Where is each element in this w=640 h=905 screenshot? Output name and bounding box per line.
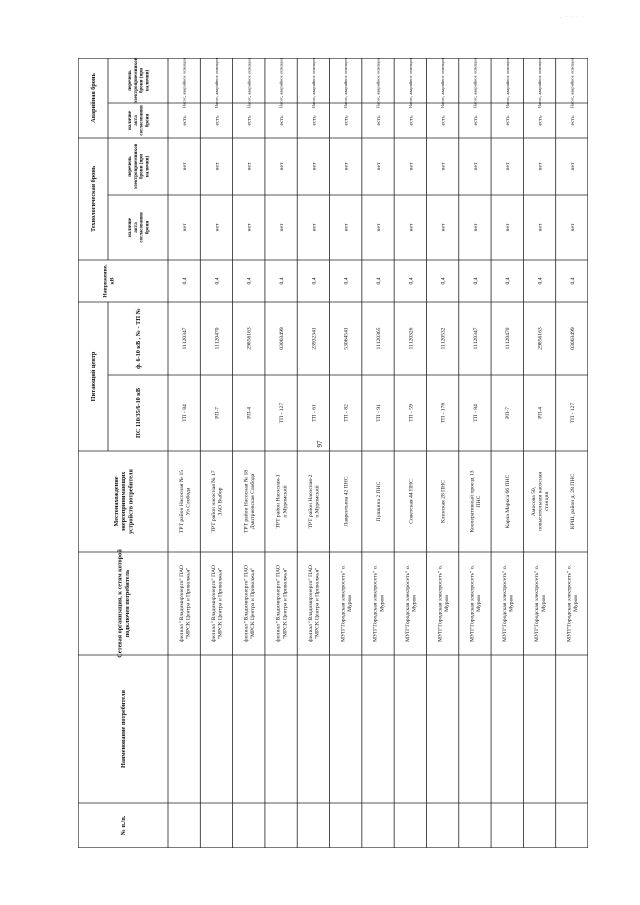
- cell-em-act-group: [505, 115, 511, 126]
- header-emergency-reserve-group: [90, 73, 97, 123]
- cell-tech-list-group: [473, 162, 479, 170]
- cell-voltage-group: [441, 277, 447, 284]
- cell-em-act: есть: [214, 115, 221, 126]
- cell-em-list: Насос, аварийное освещение.: [278, 58, 284, 109]
- cell-location-group: [531, 472, 550, 531]
- cell-network-group: [373, 564, 386, 642]
- cell-location: ТРТ район Насосная № 15Ул Слобода: [178, 469, 192, 534]
- cell-network: филиал "Владимирэнерго" ПАО"МРСК Центра и Приволжья": [211, 565, 224, 642]
- scan-mark: . · · · ·: [560, 14, 585, 20]
- cell-location: Амосова 50,повысительная насоснаястанция: [530, 472, 551, 531]
- cell-ps-group: [214, 407, 220, 419]
- cell-em-list-group: [537, 58, 543, 108]
- cell-ps-group: [279, 403, 285, 424]
- cell-em-list-group: [343, 58, 349, 108]
- cell-em-act: есть: [408, 115, 415, 126]
- header-tech-act: наличиеактасогласованияброни: [127, 212, 151, 243]
- cell-em-list: Насос, аварийное освещение.: [440, 58, 446, 109]
- cell-network-group: [275, 565, 289, 642]
- cell-feeder-group: [247, 327, 253, 350]
- cell-em-act-group: [311, 115, 317, 126]
- cell-network: МУП"Городская электросеть" о.Муром: [404, 564, 418, 643]
- cell-network: МУП"Городская электросеть" о.Муром: [566, 564, 580, 643]
- cell-em-list-group: [408, 58, 414, 108]
- cell-location: ТРТ район насосная № 17ЗАО Выбор: [211, 470, 224, 533]
- cell-tech-act: нет: [279, 223, 286, 232]
- cell-em-list: Насос, аварийное освещение.: [537, 58, 543, 109]
- cell-voltage-group: [537, 277, 543, 284]
- cell-em-act-group: [537, 115, 543, 126]
- cell-tech-list: нет: [311, 162, 318, 171]
- cell-ps: ТП - 84: [182, 404, 189, 422]
- header-location: Местонахождениеэнергопринимающихустройств потребителя: [112, 469, 135, 534]
- header-feeder: ф. 6-10 кВ , № - ТП №: [135, 308, 143, 369]
- cell-network-group: [405, 564, 418, 642]
- cell-tech-list: нет: [505, 162, 512, 171]
- cell-tech-act: нет: [311, 223, 318, 232]
- header-em-list: переченьэлектроприемниковброни (приналичии): [127, 58, 151, 104]
- header-emergency-reserve: Аварийная бронь: [90, 73, 98, 123]
- header-ps: ПС 110/35/6-10 кВ: [135, 388, 143, 438]
- cell-tech-list: нет: [375, 162, 382, 171]
- header-voltage-group: [103, 264, 116, 298]
- cell-tech-list-group: [376, 162, 382, 170]
- cell-tech-act: нет: [569, 223, 576, 232]
- cell-ps-group: [311, 404, 317, 422]
- cell-location-group: [242, 470, 256, 533]
- cell-network-group: [437, 564, 450, 642]
- cell-ps: ТП - 59: [408, 404, 415, 422]
- cell-tech-list: нет: [472, 162, 479, 171]
- header-ps-group: [135, 388, 142, 438]
- cell-tech-act: нет: [408, 223, 415, 232]
- cell-feeder-group: [344, 327, 350, 350]
- cell-tech-act-group: [214, 223, 220, 231]
- cell-em-list-group: [279, 58, 285, 108]
- cell-location: Карла Маркса 66 ПНС: [505, 474, 512, 529]
- cell-feeder: 11120532: [440, 327, 447, 350]
- cell-network-group: [307, 565, 321, 642]
- cell-ps: ТП - 127: [279, 402, 286, 424]
- cell-em-list-group: [246, 58, 252, 108]
- cell-network: филиал "Владимирэнерго" ПАО"МРСК Центра и Приволжья": [243, 565, 257, 642]
- cell-location: КРШ, район д. 28 ПНС: [569, 473, 576, 530]
- cell-network: МУП"Городская электросеть" о.Муром: [340, 564, 353, 643]
- cell-ps: РП-7: [505, 407, 512, 419]
- cell-ps-group: [182, 404, 188, 422]
- cell-feeder: 53064541: [343, 327, 350, 350]
- cell-location: Клинская 28 ПНС: [440, 480, 447, 523]
- cell-voltage-group: [247, 277, 253, 284]
- cell-em-act: есть: [343, 115, 350, 126]
- cell-network: МУП"Городская электросеть" о.Муром: [534, 564, 547, 643]
- cell-ps-group: [473, 404, 479, 422]
- cell-tech-list: нет: [408, 162, 415, 171]
- cell-network: МУП"Городская электросеть" о.Муром: [372, 564, 386, 643]
- cell-tech-act-group: [537, 223, 543, 231]
- cell-tech-list-group: [505, 162, 511, 170]
- cell-location-group: [344, 476, 350, 526]
- cell-network: МУП"Городская электросеть" о.Муром: [469, 564, 483, 643]
- cell-ps-group: [247, 407, 253, 419]
- cell-ps-group: [537, 407, 543, 419]
- cell-location-group: [178, 470, 192, 533]
- cell-feeder: 11120470: [214, 327, 221, 350]
- cell-voltage-group: [376, 277, 382, 284]
- cell-feeder: 03003499: [569, 327, 576, 350]
- cell-location-group: [569, 474, 576, 529]
- cell-ps: РП-4: [246, 407, 253, 419]
- cell-em-act: есть: [279, 115, 286, 126]
- cell-em-list: Насос, аварийное освещение.: [569, 58, 575, 109]
- cell-tech-list: нет: [182, 162, 189, 171]
- cell-tech-act-group: [376, 223, 382, 231]
- cell-location: ТРТ район Насосная-2п.Муромский: [308, 474, 321, 529]
- cell-voltage: 0,4: [311, 277, 318, 285]
- cell-network: филиал "Владимирэнерго" ПАО"МРСК Центра и Приволжья": [178, 565, 192, 642]
- cell-feeder-group: [505, 327, 511, 349]
- cell-feeder: 29856163: [537, 327, 544, 350]
- cell-location: Советская 44 ПНС: [408, 479, 415, 524]
- cell-location-group: [408, 479, 414, 524]
- cell-tech-list-group: [344, 162, 350, 170]
- header-consumer-name: Наименование потребителя: [120, 690, 128, 768]
- cell-em-list-group: [182, 58, 188, 108]
- cell-tech-act: нет: [214, 223, 221, 232]
- cell-network: МУП"Городская электросеть" о.Муром: [501, 564, 515, 643]
- cell-feeder: 11120365: [375, 327, 382, 350]
- cell-em-act-group: [441, 115, 447, 126]
- cell-tech-act-group: [247, 223, 253, 231]
- cell-network-group: [178, 565, 192, 642]
- cell-em-list: Насос, аварийное освещение.: [181, 58, 187, 109]
- cell-feeder-group: [473, 327, 479, 349]
- cell-tech-act: нет: [472, 223, 479, 232]
- cell-em-list: Насос, аварийное освещение.: [310, 58, 316, 109]
- cell-feeder: 03003499: [279, 327, 286, 350]
- cell-ps: ТП - 82: [343, 404, 350, 422]
- cell-tech-act-group: [279, 223, 285, 231]
- cell-ps-group: [505, 407, 511, 419]
- cell-voltage: 0,4: [246, 277, 253, 285]
- cell-location: Лаврентьева 42 ПНС: [343, 476, 350, 527]
- header-consumer-name-group: [120, 689, 127, 768]
- cell-network: филиал "Владимирэнерго" ПАО"МРСК Центра и Приволжья": [275, 565, 289, 642]
- cell-ps: РП-7: [214, 407, 221, 419]
- cell-voltage-group: [505, 277, 511, 284]
- rotated-reserve-table: [78, 58, 588, 848]
- cell-tech-list: нет: [343, 162, 350, 171]
- cell-location-group: [376, 481, 382, 521]
- cell-location-group: [307, 474, 321, 528]
- cell-tech-list-group: [182, 162, 188, 170]
- cell-voltage-group: [311, 277, 317, 284]
- cell-tech-act: нет: [505, 223, 512, 232]
- cell-location-group: [441, 480, 447, 523]
- cell-tech-act: нет: [246, 223, 253, 232]
- header-network-org: Сетевая организация, к сетям которойподключен потребитель: [116, 549, 131, 658]
- cell-em-list: Насос, аварийное освещение.: [214, 58, 220, 109]
- cell-voltage: 0,4: [537, 277, 544, 285]
- cell-em-act: есть: [440, 115, 447, 126]
- cell-feeder-group: [376, 327, 382, 349]
- cell-network-group: [534, 564, 547, 642]
- cell-tech-act: нет: [537, 223, 544, 232]
- cell-em-list: Насос, аварийное освещение.: [343, 58, 349, 109]
- cell-em-list-group: [214, 58, 220, 108]
- cell-em-act-group: [279, 115, 285, 126]
- cell-tech-act-group: [344, 223, 350, 231]
- cell-ps: ТП - 176: [440, 402, 447, 424]
- cell-voltage: 0,4: [214, 277, 221, 285]
- cell-em-list: Насос, аварийное освещение.: [472, 58, 478, 109]
- cell-em-act-group: [182, 115, 188, 126]
- cell-voltage-group: [279, 277, 285, 284]
- cell-em-list-group: [505, 58, 511, 108]
- cell-em-act-group: [247, 115, 253, 126]
- cell-em-list-group: [311, 58, 317, 108]
- cell-voltage-group: [570, 277, 576, 284]
- cell-em-act-group: [570, 115, 576, 126]
- cell-feeder-group: [537, 327, 543, 350]
- cell-tech-list: нет: [537, 162, 544, 171]
- cell-tech-act: нет: [375, 223, 382, 232]
- cell-ps: ТП - 127: [569, 402, 576, 424]
- cell-tech-list: нет: [279, 162, 286, 171]
- cell-location-group: [469, 470, 483, 532]
- header-num: № п./п.: [120, 815, 128, 836]
- cell-network: филиал "Владимирэнерго" ПАО"МРСК Центра и Приволжья": [308, 565, 321, 642]
- cell-ps-group: [344, 404, 350, 422]
- header-supply-center: Питающий центр: [90, 351, 98, 402]
- cell-em-list: Насос, аварийное освещение.: [246, 58, 252, 109]
- cell-em-act: есть: [246, 115, 253, 126]
- header-em-list-group: [128, 58, 151, 103]
- cell-location: ТРТ район Насосная-1п.Муромский: [275, 474, 289, 529]
- cell-ps: РП-4: [537, 407, 544, 419]
- cell-tech-act-group: [182, 223, 188, 231]
- cell-tech-list: нет: [440, 162, 447, 171]
- cell-em-act-group: [214, 115, 220, 126]
- cell-tech-act-group: [570, 223, 576, 231]
- table-canvas: [78, 58, 588, 848]
- cell-network-group: [210, 565, 224, 642]
- cell-em-act: есть: [569, 115, 576, 126]
- header-tech-act-group: [128, 212, 151, 243]
- cell-feeder: 11120347: [182, 327, 189, 350]
- cell-em-act: есть: [472, 115, 479, 126]
- cell-tech-list: нет: [569, 162, 576, 171]
- cell-feeder-group: [214, 327, 220, 349]
- cell-voltage-group: [344, 277, 350, 284]
- cell-voltage: 0,4: [472, 277, 479, 285]
- cell-network-group: [567, 564, 580, 642]
- cell-feeder: 11120326: [408, 327, 415, 350]
- header-tech-reserve-group: [90, 165, 97, 232]
- cell-ps: ТП - 91: [375, 404, 382, 422]
- cell-tech-act: нет: [440, 223, 447, 232]
- cell-location: Кооперативный проезд 13ПНС: [469, 470, 483, 533]
- cell-tech-list-group: [408, 162, 414, 170]
- header-feeder-group: [135, 308, 142, 369]
- cell-tech-list-group: [570, 162, 576, 170]
- cell-feeder-group: [408, 327, 414, 349]
- cell-network-group: [502, 564, 515, 642]
- cell-tech-act-group: [505, 223, 511, 231]
- cell-location-group: [275, 474, 289, 528]
- cell-tech-act: нет: [182, 223, 189, 232]
- header-voltage: Напряжение,кВ: [102, 264, 116, 298]
- header-supply-center-group: [90, 351, 97, 401]
- cell-feeder: 11120470: [505, 327, 512, 350]
- cell-tech-act-group: [473, 223, 479, 231]
- cell-tech-list-group: [537, 162, 543, 170]
- cell-location-group: [210, 470, 224, 532]
- cell-voltage: 0,4: [343, 277, 350, 285]
- cell-em-act-group: [408, 115, 414, 126]
- table-border: [78, 58, 588, 848]
- cell-ps-group: [570, 403, 576, 424]
- header-network-org-group: [117, 549, 131, 658]
- cell-tech-list-group: [311, 162, 317, 170]
- cell-feeder: 29856163: [246, 327, 253, 350]
- cell-ps: ТП - 84: [472, 404, 479, 422]
- cell-em-act-group: [376, 115, 382, 126]
- cell-voltage-group: [182, 277, 188, 284]
- cell-em-list: Насос, аварийное освещение.: [504, 58, 510, 109]
- cell-ps: ТП - 61: [311, 404, 318, 422]
- cell-feeder-group: [182, 327, 188, 349]
- cell-network-group: [470, 564, 483, 642]
- cell-em-act: есть: [537, 115, 544, 126]
- cell-network: МУП"Городская электросеть" о.Муром: [437, 564, 450, 643]
- cell-em-act-group: [473, 115, 479, 126]
- cell-feeder-group: [441, 327, 447, 349]
- cell-tech-list-group: [214, 162, 220, 170]
- cell-location: ТРТ район Насосная № 18Дмитриевская Слобода: [243, 469, 257, 534]
- header-tech-reserve: Технологическая бронь: [90, 165, 98, 233]
- cell-ps-group: [408, 404, 414, 422]
- cell-feeder: 23932341: [311, 327, 318, 350]
- cell-ps-group: [441, 403, 447, 424]
- cell-em-act-group: [344, 115, 350, 126]
- header-location-group: [113, 469, 135, 534]
- cell-em-act: есть: [375, 115, 382, 126]
- cell-tech-act-group: [311, 223, 317, 231]
- cell-network-group: [242, 565, 256, 642]
- cell-voltage-group: [408, 277, 414, 284]
- cell-em-act: есть: [505, 115, 512, 126]
- cell-em-list-group: [472, 58, 478, 108]
- cell-voltage: 0,4: [505, 277, 512, 285]
- header-em-act-group: [128, 105, 151, 136]
- cell-tech-list-group: [441, 162, 447, 170]
- cell-voltage: 0,4: [182, 277, 189, 285]
- cell-voltage-group: [473, 277, 479, 284]
- header-tech-list-group: [128, 143, 151, 189]
- cell-tech-act: нет: [343, 223, 350, 232]
- cell-feeder-group: [279, 327, 285, 350]
- cell-network-group: [340, 564, 353, 642]
- cell-feeder: 11120347: [472, 327, 479, 350]
- header-tech-list: переченьэлектроприемниковброни (приналичии): [127, 143, 151, 190]
- cell-voltage: 0,4: [408, 277, 415, 285]
- cell-em-list: Насос, аварийное освещение.: [407, 58, 413, 109]
- header-num-group: [120, 815, 127, 835]
- cell-em-act: есть: [182, 115, 189, 126]
- cell-voltage-group: [214, 277, 220, 284]
- cell-em-act: есть: [311, 115, 318, 126]
- cell-voltage: 0,4: [375, 277, 382, 285]
- cell-tech-list-group: [279, 162, 285, 170]
- page-number: 97: [316, 440, 324, 448]
- cell-tech-list: нет: [214, 162, 221, 171]
- cell-tech-act-group: [408, 223, 414, 231]
- cell-feeder-group: [570, 327, 576, 350]
- cell-tech-act-group: [441, 223, 447, 231]
- cell-tech-list-group: [247, 162, 253, 170]
- cell-feeder-group: [311, 327, 317, 350]
- cell-voltage: 0,4: [440, 277, 447, 285]
- cell-ps-group: [376, 404, 382, 422]
- header-em-act: наличиеактасогласованияброни: [127, 105, 151, 136]
- cell-em-list-group: [440, 58, 446, 108]
- cell-tech-list: нет: [246, 162, 253, 171]
- cell-location: Пушкина 2 ПНС: [375, 481, 382, 522]
- cell-voltage: 0,4: [569, 277, 576, 285]
- cell-location-group: [505, 474, 511, 528]
- cell-em-list-group: [569, 58, 575, 108]
- cell-voltage: 0,4: [279, 277, 286, 285]
- cell-em-list-group: [376, 58, 382, 108]
- cell-em-list: Насос, аварийное освещение.: [375, 58, 381, 109]
